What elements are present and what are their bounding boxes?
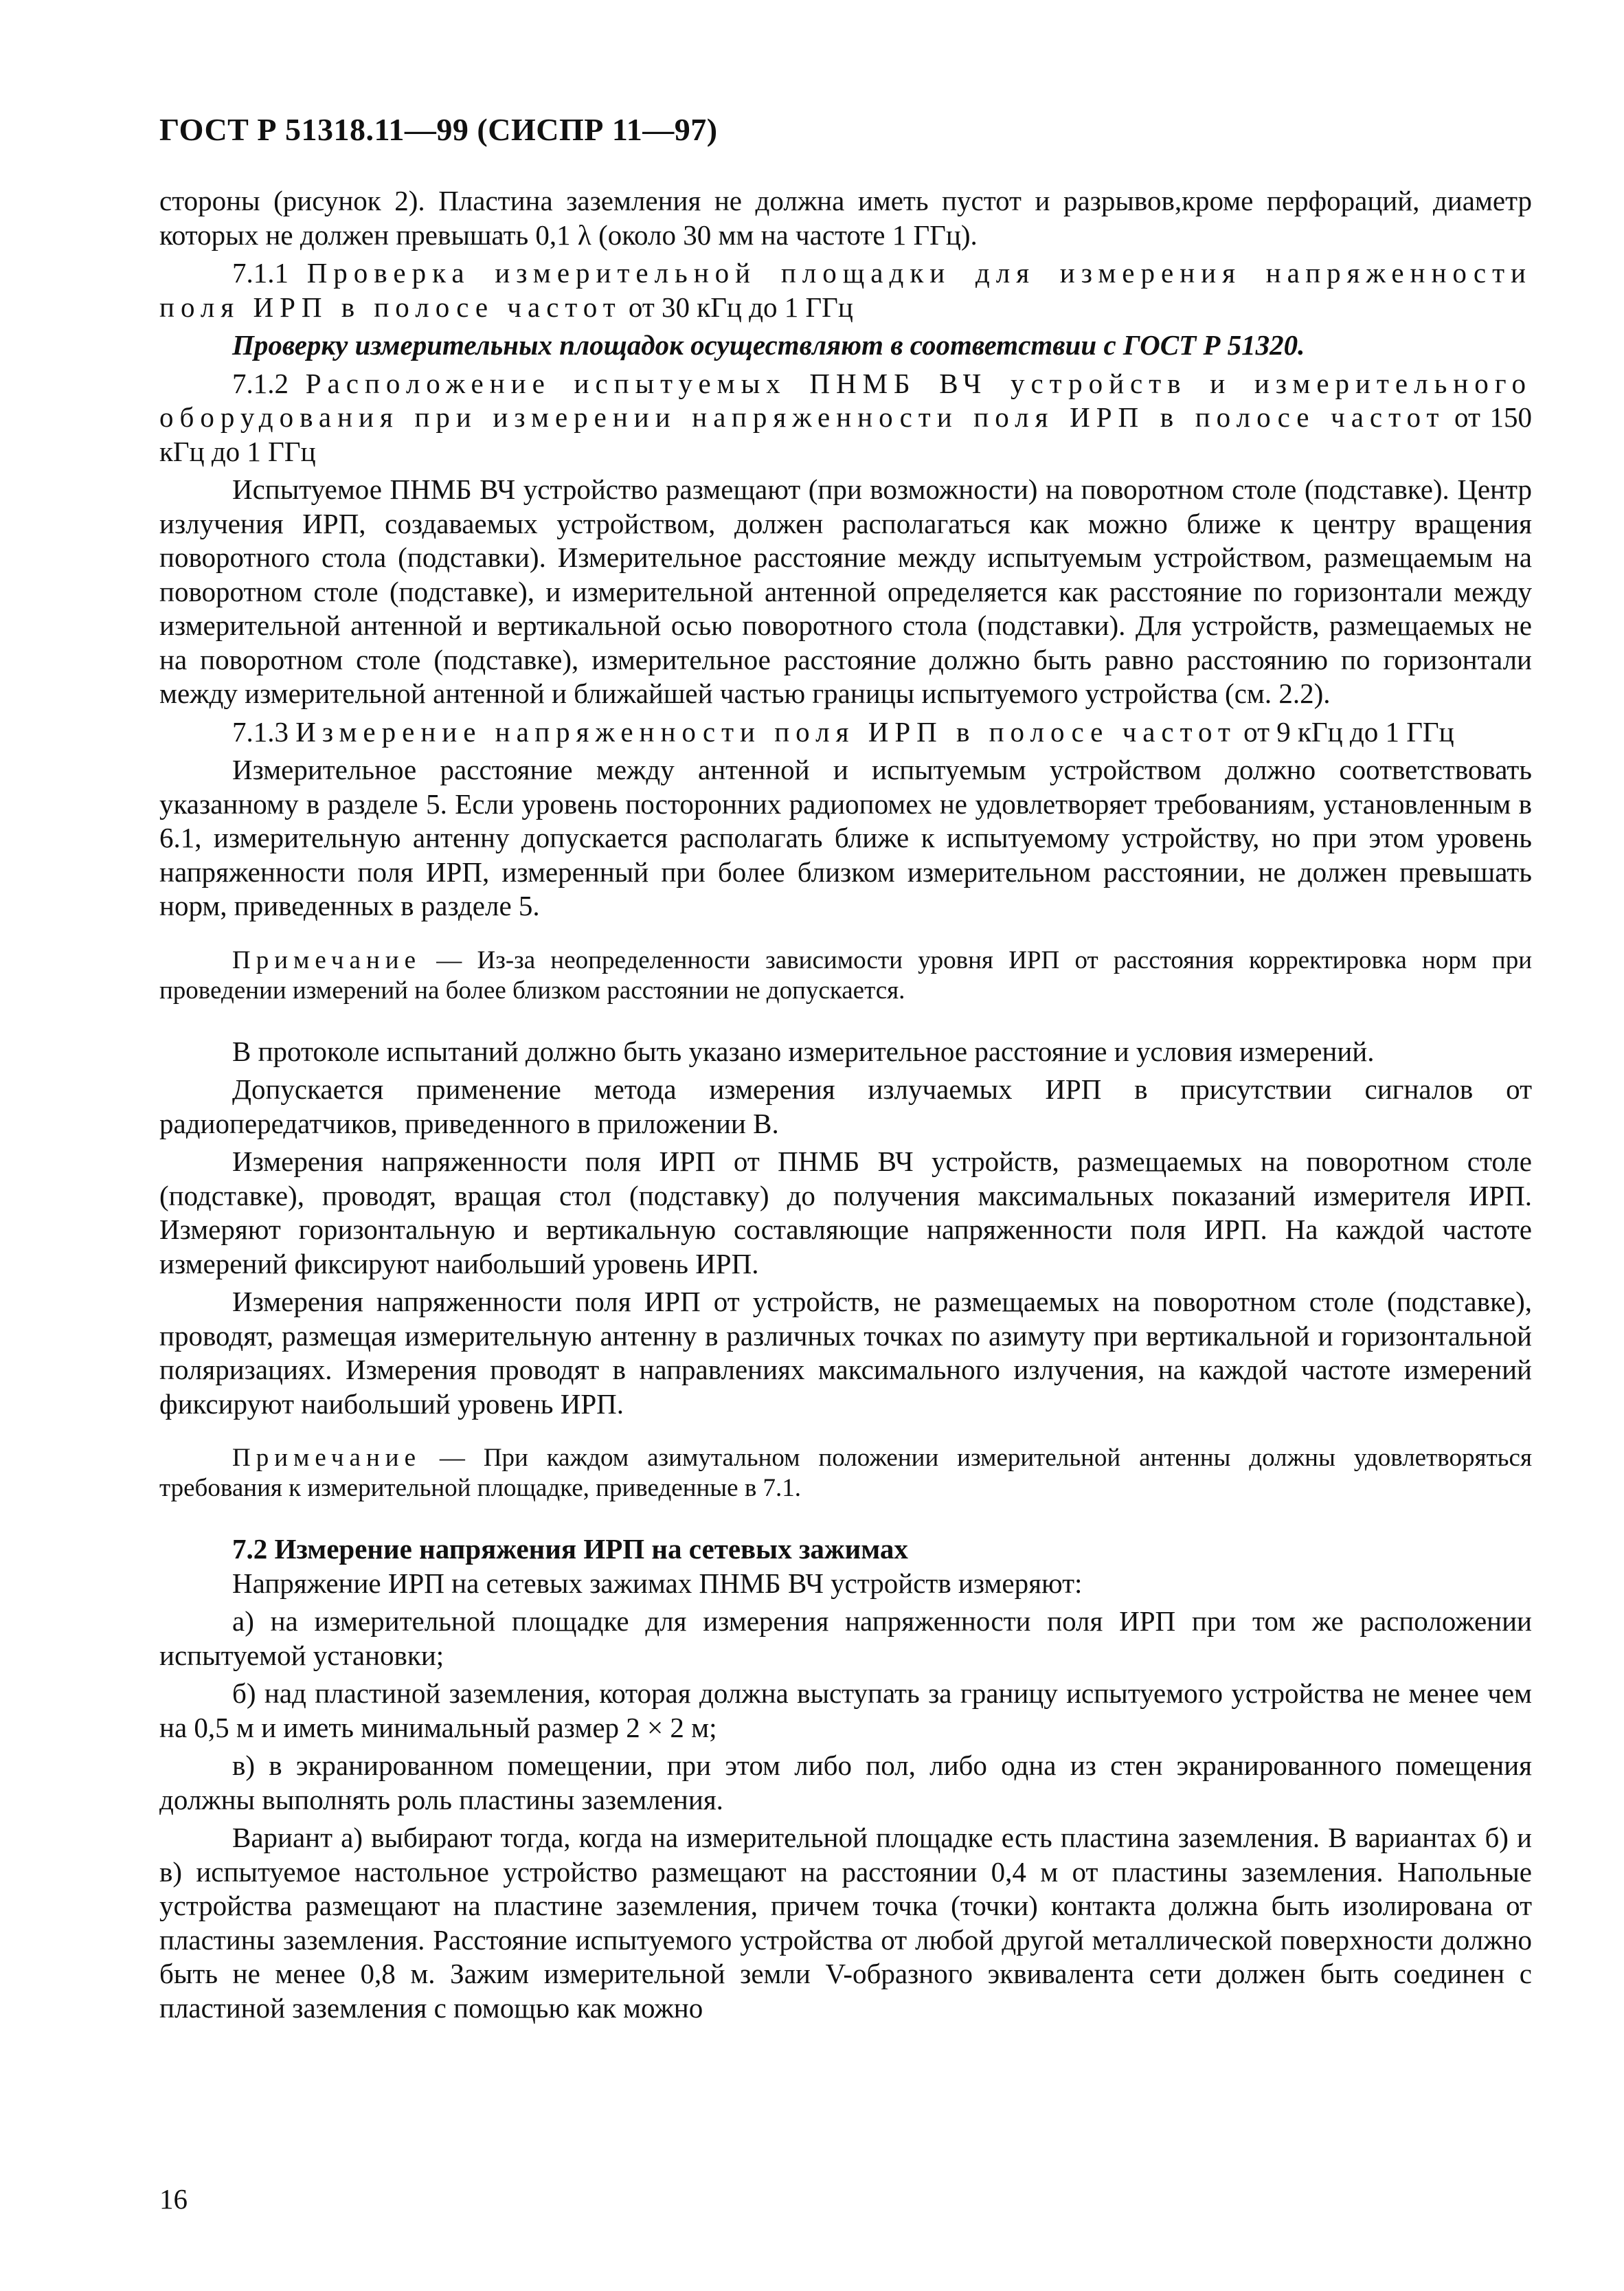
section-title: Проверка измерительной площадки для измерения напряженности поля ИРП в полосе частот	[159, 257, 1532, 323]
note-label: Примечание	[232, 1444, 421, 1472]
note-text: — При каждом азимутальном положении измерительной антенны должны удовлетворяться требования к измерительной площадке, приведенные в 7.1.	[159, 1444, 1532, 1502]
italic-paragraph: Проверку измерительных площадок осуществляют в соответствии с ГОСТ Р 51320.	[232, 329, 1305, 361]
list-item: а) на измерительной площадке для измерения напряженности поля ИРП при том же расположении испытуемой установки;	[159, 1605, 1532, 1671]
section-number: 7.1.2	[232, 367, 289, 399]
paragraph: Испытуемое ПНМБ ВЧ устройство размещают (при возможности) на поворотном столе (подставке). Центр излучения ИРП, создаваемых устройством, должен располагаться как можно ближе к центру вращения поворотного стола (подставки). Измерительное расстояние между испытуемым устройством, размещаемым на поворотном столе (подставке), и измерительной антенной определяется как расстояние по горизонтали между измерительной антенной и вертикальной осью поворотного стола (подставки). Для устройств, размещаемых не на поворотном столе (подставке), измерительное расстояние должно быть равно расстоянию по горизонтали между измерительной антенной и ближайшей частью границы испытуемого устройства (см. 2.2).	[159, 473, 1532, 709]
list-item: в) в экранированном помещении, при этом либо пол, либо одна из стен экранированного помещения должны выполнять роль пластины заземления.	[159, 1750, 1532, 1815]
subsection-7-1-2	[159, 367, 1532, 469]
section-title-tail: от 150 кГц до 1 ГГц	[159, 401, 1532, 467]
section-title-tail: от 9 кГц до 1 ГГц	[1243, 715, 1454, 748]
subsection-7-1-3	[159, 715, 1532, 750]
list-item: б) над пластиной заземления, которая должна выступать за границу испытуемого устройства не менее чем на 0,5 м и иметь минимальный размер 2 × 2 м;	[159, 1677, 1532, 1743]
section-number: 7.1.1	[232, 257, 289, 289]
section-heading-7-2: 7.2 Измерение напряжения ИРП на сетевых зажимах	[232, 1533, 908, 1565]
section-title: Измерение напряженности поля ИРП в полосе частот	[295, 715, 1237, 748]
page-number: 16	[159, 2183, 188, 2215]
section-title: Расположение испытуемых ПНМБ ВЧ устройств и измерительного оборудования при измерении напряженности поля ИРП в полосе частот	[159, 367, 1532, 433]
paragraph: Измерения напряженности поля ИРП от устройств, не размещаемых на поворотном столе (подставке), проводят, размещая измерительную антенну в различных точках по азимуту при вертикальной и горизонтальной поляризациях. Измерения проводят в направлениях максимального излучения, на каждой частоте измерений фиксируют наибольший уровень ИРП.	[159, 1286, 1532, 1420]
section-number: 7.1.3	[232, 715, 289, 748]
paragraph: Измерительное расстояние между антенной и испытуемым устройством должно соответствовать указанному в разделе 5. Если уровень посторонних радиопомех не удовлетворяет требованиям, установленным в 6.1, измерительную антенну допускается располагать ближе к испытуемому устройству, но при этом уровень напряженности поля ИРП, измеренный при более близком измерительном расстоянии, не должен превышать норм, приведенных в разделе 5.	[159, 754, 1532, 921]
section-title-tail: от 30 кГц до 1 ГГц	[628, 291, 853, 323]
note	[159, 946, 1532, 1006]
paragraph: Напряжение ИРП на сетевых зажимах ПНМБ ВЧ устройств измеряют:	[232, 1567, 1083, 1599]
subsection-7-1-1	[159, 256, 1532, 324]
note-label: Примечание	[232, 946, 421, 974]
note	[159, 1443, 1532, 1504]
paragraph: Допускается применение метода измерения излучаемых ИРП в присутствии сигналов от радиопередатчиков, приведенного в приложении В.	[159, 1073, 1532, 1139]
paragraph: В протоколе испытаний должно быть указано измерительное расстояние и условия измерений.	[232, 1035, 1375, 1067]
paragraph: стороны (рисунок 2). Пластина заземления не должна иметь пустот и разрывов,кроме перфораций, диаметр которых не должен превышать 0,1 λ (около 30 мм на частоте 1 ГГц).	[159, 185, 1532, 251]
document-header: ГОСТ Р 51318.11—99 (СИСПР 11—97)	[159, 112, 718, 147]
paragraph: Измерения напряженности поля ИРП от ПНМБ ВЧ устройств, размещаемых на поворотном столе (подставке), проводят, вращая стол (подставку) до получения максимальных показаний измерителя ИРП. Измеряют горизонтальную и вертикальную составляющие напряженности поля ИРП. На каждой частоте измерений фиксируют наибольший уровень ИРП.	[159, 1146, 1532, 1279]
paragraph: Вариант а) выбирают тогда, когда на измерительной площадке есть пластина заземления. В вариантах б) и в) испытуемое настольное устройство размещают на расстоянии 0,4 м от пластины заземления. Напольные устройства размещают на пластине заземления, причем точка (точки) контакта должна быть изолирована от пластины заземления. Расстояние испытуемого устройства от любой другой металлической поверхности должно быть не менее 0,8 м. Зажим измерительной земли V-образного эквивалента сети должен быть соединен с пластиной заземления с помощью как можно	[159, 1822, 1532, 2024]
document-body	[159, 184, 1532, 2025]
note-text: — Из-за неопределенности зависимости уровня ИРП от расстояния корректировка норм при проведении измерений на более близком расстоянии не допускается.	[159, 946, 1533, 1005]
